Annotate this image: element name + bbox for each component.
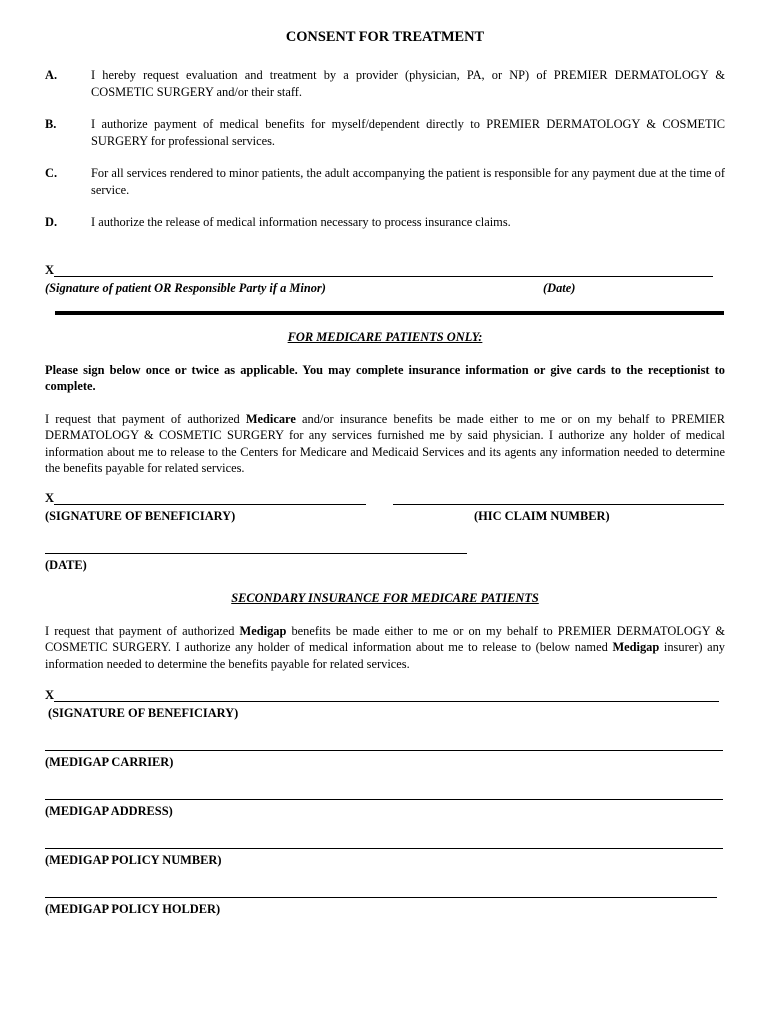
medigap-keyword-2: Medigap xyxy=(612,640,660,655)
item-b-text: I authorize payment of medical benefits for myself/dependent directly to PREMIER DERMATOLOGY & COSMETIC SURGERY for professional services. xyxy=(91,117,725,148)
hic-claim-number-label: (HIC CLAIM NUMBER) xyxy=(474,509,610,523)
medicare-para-end: and/or insurance benefits be made either to me or on my behalf to PREMIER DERMATOLOGY & COSMETIC SURGERY for any services furnished me by said physician. I authorize any holder of medical information about me to release to the Centers for Medicare and Medicaid Services and its agents any information needed to determine the benefits payable for related services. xyxy=(45,412,725,476)
item-c-letter: C. xyxy=(45,166,58,180)
item-d-text: I authorize the release of medical information necessary to process insurance claims. xyxy=(91,215,511,229)
item-c-text: For all services rendered to minor patients, the adult accompanying the patient is responsible for any payment due at the time of service. xyxy=(91,166,725,197)
medigap-address-line[interactable] xyxy=(45,799,723,800)
medicare-keyword: Medicare xyxy=(245,412,296,426)
medicare-date-line[interactable] xyxy=(45,553,467,554)
medigap-policy-holder-line[interactable] xyxy=(45,897,717,898)
medigap-policy-number-label: (MEDIGAP POLICY NUMBER) xyxy=(45,853,222,867)
item-a-text: I hereby request evaluation and treatment by a provider (physician, PA, or NP) of PREMIER DERMATOLOGY & COSMETIC SURGERY and/or their staff. xyxy=(91,68,725,99)
patient-signature-line[interactable] xyxy=(54,276,713,277)
signature-date-label: (Date) xyxy=(543,281,576,295)
medicare-paragraph xyxy=(45,411,725,477)
signature-x-mark: X xyxy=(45,263,55,277)
secondary-heading: SECONDARY INSURANCE FOR MEDICARE PATIENTS xyxy=(231,591,539,605)
medigap-signature-label: (SIGNATURE OF BENEFICIARY) xyxy=(48,706,239,720)
medicare-date-label: (DATE) xyxy=(45,558,87,572)
page-title: CONSENT FOR TREATMENT xyxy=(285,29,485,45)
medigap-policy-number-line[interactable] xyxy=(45,848,723,849)
medigap-para-part-1: I request that payment of authorized xyxy=(45,624,240,638)
medigap-signature-line[interactable] xyxy=(54,701,719,702)
medigap-para-part-3: insurer) any information needed to determine the benefits payable for related services. xyxy=(45,640,725,671)
medicare-instruction: Please sign below once or twice as applicable. You may complete insurance information or give cards to the receptionist to complete. xyxy=(45,363,725,394)
medigap-keyword-1: Medigap xyxy=(239,624,287,638)
beneficiary-x-mark: X xyxy=(45,491,55,505)
medicare-heading: FOR MEDICARE PATIENTS ONLY: xyxy=(287,330,483,344)
item-d-letter: D. xyxy=(45,215,58,229)
patient-signature-label: (Signature of patient OR Responsible Party if a Minor) xyxy=(45,281,326,295)
medigap-carrier-label: (MEDIGAP CARRIER) xyxy=(45,755,174,769)
hic-claim-number-line[interactable] xyxy=(393,504,724,505)
medigap-x-mark: X xyxy=(45,688,55,702)
medigap-carrier-line[interactable] xyxy=(45,750,723,751)
beneficiary-signature-label: (SIGNATURE OF BENEFICIARY) xyxy=(45,509,236,523)
item-a-letter: A. xyxy=(45,68,58,82)
medigap-address-label: (MEDIGAP ADDRESS) xyxy=(45,804,173,818)
medigap-paragraph xyxy=(45,623,725,672)
medigap-policy-holder-label: (MEDIGAP POLICY HOLDER) xyxy=(45,902,221,916)
beneficiary-signature-line[interactable] xyxy=(54,504,366,505)
item-b-letter: B. xyxy=(45,117,57,131)
medigap-para-part-2: benefits be made either to me or on my behalf to PREMIER DERMATOLOGY & COSMETIC SURGERY. I authorize any holder of medical information about me to release to (below named xyxy=(45,624,725,655)
medicare-para-start: I request that payment of authorized xyxy=(45,412,246,426)
section-divider xyxy=(55,311,724,315)
